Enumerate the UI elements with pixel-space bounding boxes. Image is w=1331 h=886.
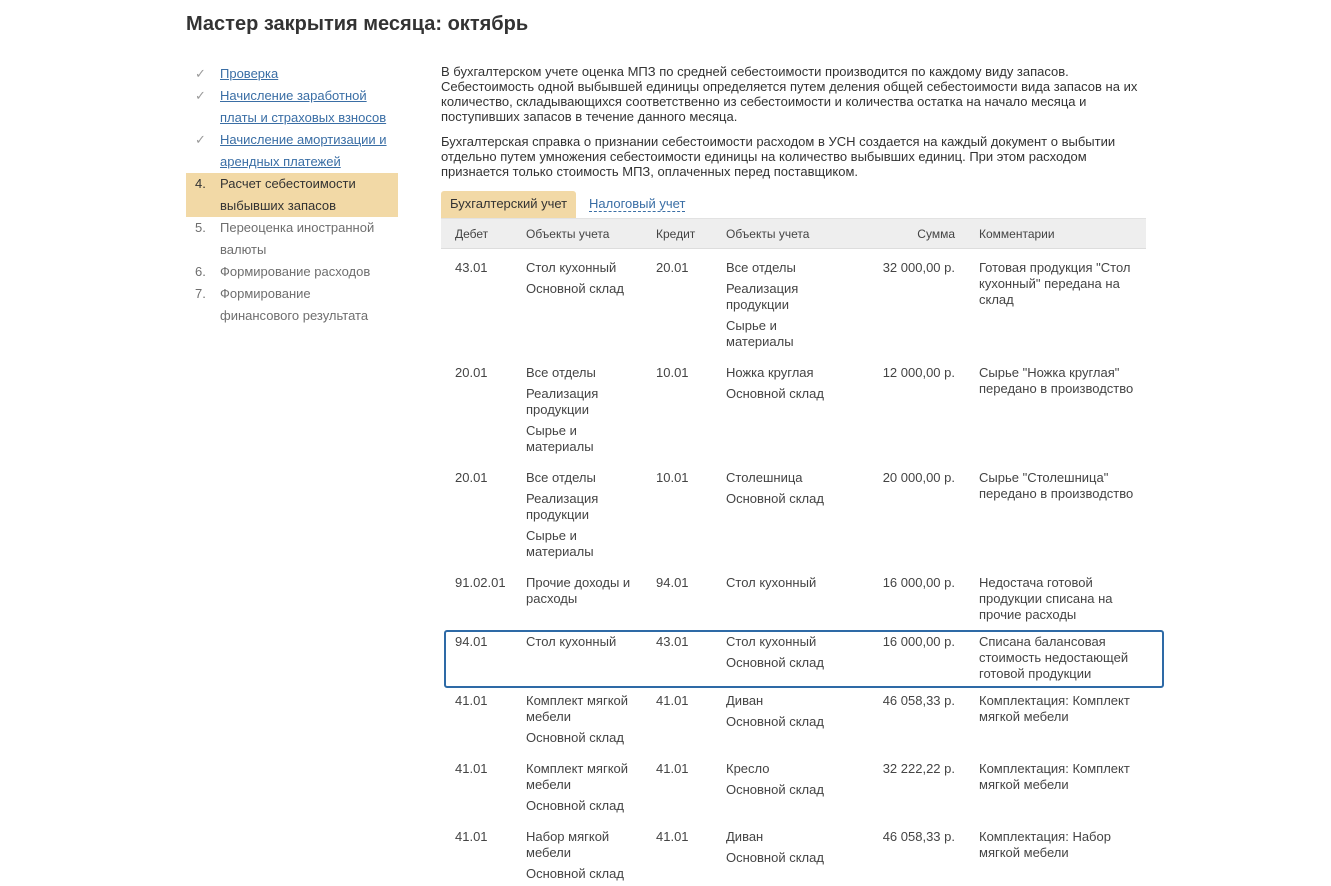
step-number: 7. xyxy=(195,286,206,301)
cell-debit-objects xyxy=(512,623,642,682)
account-object: Основной склад xyxy=(526,729,624,745)
account-object: Комплект мягкой мебели xyxy=(526,692,629,724)
header-credit: Кредит xyxy=(642,219,712,249)
wizard-step-5 xyxy=(186,217,398,261)
cell-debit-objects xyxy=(512,682,642,750)
account-object: Основной склад xyxy=(526,797,624,813)
account-object: Основной склад xyxy=(526,865,624,881)
account-object: Диван xyxy=(726,692,764,708)
cell-comment: Готовая продукция "Стол кухонный" передана на склад xyxy=(979,260,1131,307)
cell-credit-objects xyxy=(712,818,842,882)
account-object: Основной склад xyxy=(726,781,824,797)
cell-credit: 10.01 xyxy=(656,469,689,485)
cell-comment: Комплектация: Комплект мягкой мебели xyxy=(979,692,1130,724)
cell-sum: 16 000,00 р. xyxy=(882,633,955,649)
cell-comment: Комплектация: Комплект мягкой мебели xyxy=(979,760,1130,792)
checkmark-icon: ✓ xyxy=(195,132,206,147)
step-number: 5. xyxy=(195,220,206,235)
step-number: 6. xyxy=(195,264,206,279)
cell-credit: 41.01 xyxy=(656,692,689,708)
cell-debit: 41.01 xyxy=(455,828,488,844)
cell-comment: Списана балансовая стоимость недостающей готовой продукции xyxy=(979,633,1129,681)
wizard-step-7 xyxy=(186,283,398,327)
cell-credit: 41.01 xyxy=(656,760,689,776)
cell-credit-objects xyxy=(712,354,842,459)
header-comments: Комментарии xyxy=(965,219,1146,249)
checkmark-icon: ✓ xyxy=(195,88,206,103)
account-object: Сырье и материалы xyxy=(526,422,594,454)
cell-sum: 32 000,00 р. xyxy=(882,260,955,275)
description-paragraph: В бухгалтерском учете оценка МПЗ по средней себестоимости производится по каждому виду запасов. Себестоимость одной выбывшей единицы определяется путем деления общей себестоимости вида запасов на их количество, складывающихся соответственно из себестоимости и количества остатка на начало месяца и поступивших запасов в течение данного месяца. xyxy=(441,64,1138,124)
table-header-row xyxy=(441,219,1146,249)
account-object: Комплект мягкой мебели xyxy=(526,760,629,792)
tab-tax[interactable] xyxy=(580,191,694,218)
cell-debit: 20.01 xyxy=(455,469,488,485)
cell-credit-objects xyxy=(712,564,842,623)
cell-credit: 94.01 xyxy=(656,574,689,590)
step-label: Формирование расходов xyxy=(220,264,371,279)
step-link[interactable]: Начисление амортизации и арендных платежей xyxy=(220,132,387,169)
step-label: Расчет себестоимости выбывших запасов xyxy=(220,176,356,213)
cell-debit-objects xyxy=(512,750,642,818)
cell-debit: 41.01 xyxy=(455,760,488,776)
cell-credit-objects xyxy=(712,459,842,564)
header-debit-objects: Объекты учета xyxy=(512,219,642,249)
cell-credit: 20.01 xyxy=(656,260,689,275)
tabs xyxy=(441,191,1146,218)
wizard-step-3[interactable] xyxy=(186,129,398,173)
table-row[interactable] xyxy=(441,564,1146,623)
cell-sum: 46 058,33 р. xyxy=(882,692,955,708)
cell-sum: 12 000,00 р. xyxy=(882,364,955,380)
account-object: Столешница xyxy=(726,469,803,485)
cell-credit: 10.01 xyxy=(656,364,689,380)
cell-credit: 41.01 xyxy=(656,828,689,844)
account-object: Все отделы xyxy=(726,260,796,275)
account-object: Основной склад xyxy=(526,281,624,296)
account-object: Прочие доходы и расходы xyxy=(526,574,631,606)
wizard-steps xyxy=(186,63,398,327)
table-row[interactable] xyxy=(441,818,1146,882)
account-object: Все отделы xyxy=(526,469,596,485)
account-object: Основной склад xyxy=(726,654,824,670)
tab-accounting[interactable]: Бухгалтерский учет xyxy=(441,191,576,218)
account-object: Основной склад xyxy=(726,713,824,729)
cell-comment: Сырье "Ножка круглая" передано в производство xyxy=(979,364,1134,396)
account-object: Стол кухонный xyxy=(726,574,817,590)
table-row[interactable] xyxy=(441,249,1146,354)
table-row[interactable] xyxy=(441,623,1146,682)
cell-debit-objects xyxy=(512,354,642,459)
cell-debit: 20.01 xyxy=(455,364,488,380)
account-object: Стол кухонный xyxy=(726,633,817,649)
cell-credit: 43.01 xyxy=(656,633,689,649)
step-link[interactable]: Проверка xyxy=(220,66,279,81)
cell-credit-objects xyxy=(712,623,842,682)
header-credit-objects: Объекты учета xyxy=(712,219,842,249)
account-object: Реализация продукции xyxy=(526,385,599,417)
table-row[interactable] xyxy=(441,750,1146,818)
account-object: Реализация продукции xyxy=(526,490,599,522)
wizard-step-2[interactable] xyxy=(186,85,398,129)
step-link[interactable]: Начисление заработной платы и страховых взносов xyxy=(220,88,387,125)
cell-debit-objects xyxy=(512,564,642,623)
account-object: Основной склад xyxy=(726,849,824,865)
cell-comment: Комплектация: Набор мягкой мебели xyxy=(979,828,1111,860)
table-row[interactable] xyxy=(441,459,1146,564)
table-row[interactable] xyxy=(441,682,1146,750)
cell-debit: 94.01 xyxy=(455,633,488,649)
cell-debit-objects xyxy=(512,249,642,354)
account-object: Основной склад xyxy=(726,385,824,401)
wizard-step-4 xyxy=(186,173,398,217)
cell-debit-objects xyxy=(512,818,642,882)
wizard-step-1[interactable] xyxy=(186,63,398,85)
description-paragraph: Бухгалтерская справка о признании себестоимости расходом в УСН создается на каждый документ о выбытии отдельно путем умножения себестоимости единицы на количество выбывших единиц. При этом расходом признается только стоимость МПЗ, оплаченных перед поставщиком. xyxy=(441,134,1116,179)
cell-comment: Недостача готовой продукции списана на прочие расходы xyxy=(979,574,1113,622)
cell-debit: 91.02.01 xyxy=(455,574,506,590)
header-sum: Сумма xyxy=(842,219,965,249)
header-debit: Дебет xyxy=(441,219,512,249)
account-object: Сырье и материалы xyxy=(726,318,794,349)
account-object: Диван xyxy=(726,828,764,844)
account-object: Сырье и материалы xyxy=(526,527,594,559)
cell-sum: 32 222,22 р. xyxy=(882,760,955,776)
table-row[interactable] xyxy=(441,354,1146,459)
account-object: Стол кухонный xyxy=(526,633,617,649)
page-title: Мастер закрытия месяца: октябрь xyxy=(186,13,529,35)
account-object: Кресло xyxy=(726,760,770,776)
cell-debit: 41.01 xyxy=(455,692,488,708)
account-object: Все отделы xyxy=(526,364,596,380)
cell-debit-objects xyxy=(512,459,642,564)
cell-sum: 16 000,00 р. xyxy=(882,574,955,590)
cell-credit-objects xyxy=(712,682,842,750)
checkmark-icon: ✓ xyxy=(195,66,206,81)
cell-sum: 46 058,33 р. xyxy=(882,828,955,844)
postings-table xyxy=(441,218,1146,882)
main-content xyxy=(441,64,1146,882)
cell-credit-objects xyxy=(712,249,842,354)
cell-sum: 20 000,00 р. xyxy=(882,469,955,485)
wizard-step-6 xyxy=(186,261,398,283)
cell-comment: Сырье "Столешница" передано в производство xyxy=(979,469,1134,501)
step-label: Переоценка иностранной валюты xyxy=(220,220,375,257)
account-object: Реализация продукции xyxy=(726,281,799,312)
cell-credit-objects xyxy=(712,750,842,818)
tab-tax-label: Налоговый учет xyxy=(589,196,686,211)
account-object: Основной склад xyxy=(726,490,824,506)
account-object: Стол кухонный xyxy=(526,260,617,275)
cell-debit: 43.01 xyxy=(455,260,488,275)
account-object: Ножка круглая xyxy=(726,364,814,380)
step-number: 4. xyxy=(195,176,206,191)
step-label: Формирование финансового результата xyxy=(220,286,369,323)
account-object: Набор мягкой мебели xyxy=(526,828,610,860)
